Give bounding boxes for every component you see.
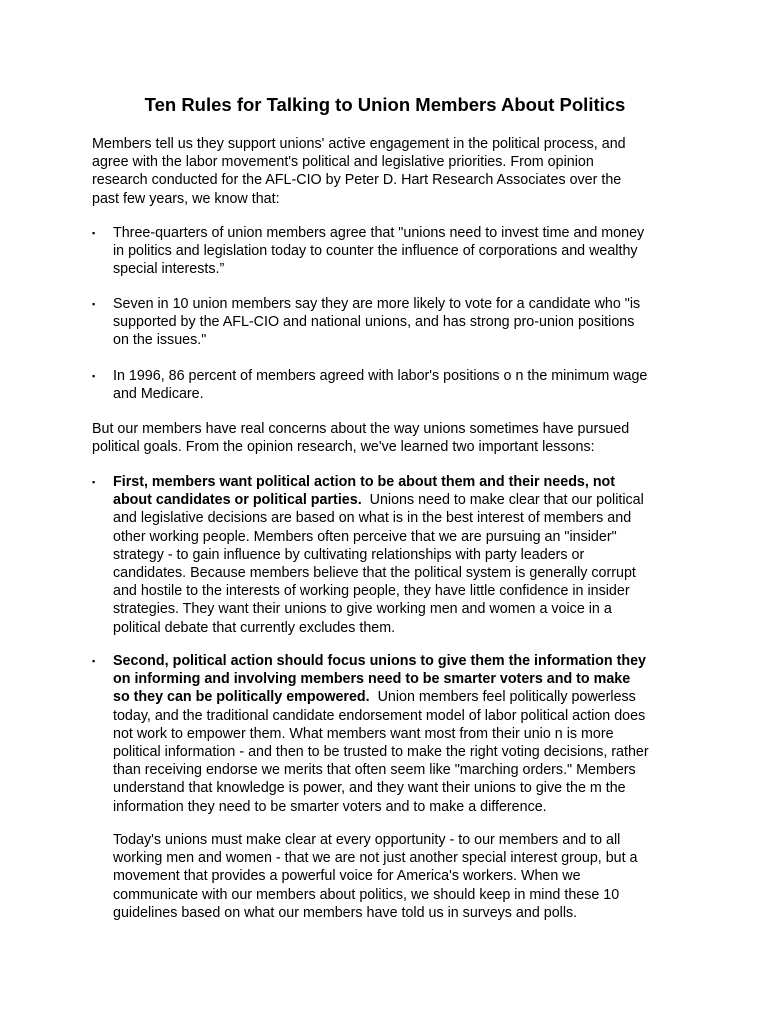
closing-paragraph bbox=[113, 831, 703, 922]
lesson-body-line: other working people. Members often perceive that we are pursuing an "insider" bbox=[113, 528, 617, 545]
intro-line: past few years, we know that: bbox=[92, 190, 280, 207]
lesson-body-text: Unions need to make clear that our political bbox=[361, 492, 644, 509]
bullet-icon: ▪ bbox=[92, 299, 96, 309]
lesson-heading-line: Second, political action should focus unions to give them the information they bbox=[113, 653, 646, 669]
finding-text bbox=[113, 295, 703, 350]
concerns-paragraph bbox=[92, 420, 692, 456]
closing-line: communicate with our members about politics, we should keep in mind these 10 bbox=[113, 886, 620, 903]
lesson-heading-line: so they can be politically empowered. bbox=[113, 689, 370, 706]
lesson-body-line: not work to empower them. What members want most from their unio n is more bbox=[113, 725, 614, 742]
finding-line: Three-quarters of union members agree that "unions need to invest time and money bbox=[113, 225, 645, 241]
concerns-line: political goals. From the opinion research, we've learned two important lessons: bbox=[92, 439, 595, 456]
lesson-body-line: and legislative decisions are based on what is in the best interest of members and bbox=[113, 510, 632, 527]
intro-line: research conducted for the AFL-CIO by Peter D. Hart Research Associates over the bbox=[92, 172, 622, 189]
lesson-text bbox=[113, 652, 703, 816]
page-title: Ten Rules for Talking to Union Members About Politics bbox=[144, 94, 626, 115]
closing-line: guidelines based on what our members have told us in surveys and polls. bbox=[113, 904, 578, 921]
lesson-body-line: strategy - to gain influence by cultivating relationships with party leaders or bbox=[113, 546, 585, 563]
lesson-mixed-line bbox=[113, 688, 703, 706]
lesson-body-line: information they need to be smarter voters and to make a difference. bbox=[113, 798, 547, 815]
bullet-icon: ▪ bbox=[92, 477, 96, 487]
finding-line: and Medicare. bbox=[113, 386, 204, 403]
finding-line: Seven in 10 union members say they are more likely to vote for a candidate who "is bbox=[113, 296, 641, 312]
finding-line: supported by the AFL-CIO and national unions, and has strong pro-union positions bbox=[113, 314, 635, 331]
finding-text bbox=[113, 224, 703, 279]
lesson-body-line: understand that knowledge is power, and they want their unions to give the m the bbox=[113, 780, 626, 797]
lesson-body-line: today, and the traditional candidate endorsement model of labor political action does bbox=[113, 707, 646, 724]
intro-line: Members tell us they support unions' active engagement in the political process, and bbox=[92, 136, 626, 152]
bullet-icon: ▪ bbox=[92, 371, 96, 381]
lesson-heading-line: First, members want political action to be about them and their needs, not bbox=[113, 474, 616, 490]
lesson-text bbox=[113, 473, 703, 637]
intro-line: agree with the labor movement's political and legislative priorities. From opinion bbox=[92, 154, 594, 171]
lesson-body-line: political information - and then to be trusted to make the right voting decisions, rather bbox=[113, 744, 649, 761]
lesson-body-text: Union members feel politically powerless bbox=[369, 689, 636, 706]
lesson-body-line: political debate that currently excludes them. bbox=[113, 619, 396, 636]
bullet-icon: ▪ bbox=[92, 228, 96, 238]
closing-line: working men and women - that we are not just another special interest group, but a bbox=[113, 850, 638, 867]
closing-line: movement that provides a powerful voice for America's workers. When we bbox=[113, 868, 581, 885]
intro-paragraph bbox=[92, 135, 692, 208]
lesson-heading-line: on informing and involving members need to be smarter voters and to make bbox=[113, 671, 631, 688]
finding-text bbox=[113, 367, 703, 403]
lesson-heading-line: about candidates or political parties. bbox=[113, 492, 362, 509]
lesson-body-line: than receiving endorse we merits that often seem like "marching orders." Members bbox=[113, 762, 636, 779]
closing-line: Today's unions must make clear at every opportunity - to our members and to all bbox=[113, 832, 621, 848]
lesson-body-line: and hostile to the interests of working people, they have little confidence in insider bbox=[113, 583, 630, 600]
finding-line: on the issues." bbox=[113, 332, 207, 349]
lesson-mixed-line bbox=[113, 491, 703, 509]
bullet-icon: ▪ bbox=[92, 656, 96, 666]
finding-line: in politics and legislation today to counter the influence of corporations and wealthy bbox=[113, 243, 638, 260]
concerns-line: But our members have real concerns about the way unions sometimes have pursued bbox=[92, 421, 630, 437]
lesson-body-line: candidates. Because members believe that the political system is generally corrupt bbox=[113, 565, 636, 582]
finding-line: In 1996, 86 percent of members agreed with labor's positions o n the minimum wage bbox=[113, 368, 648, 384]
finding-line: special interests.” bbox=[113, 261, 225, 278]
lesson-body-line: strategies. They want their unions to give working men and women a voice in a bbox=[113, 601, 612, 618]
